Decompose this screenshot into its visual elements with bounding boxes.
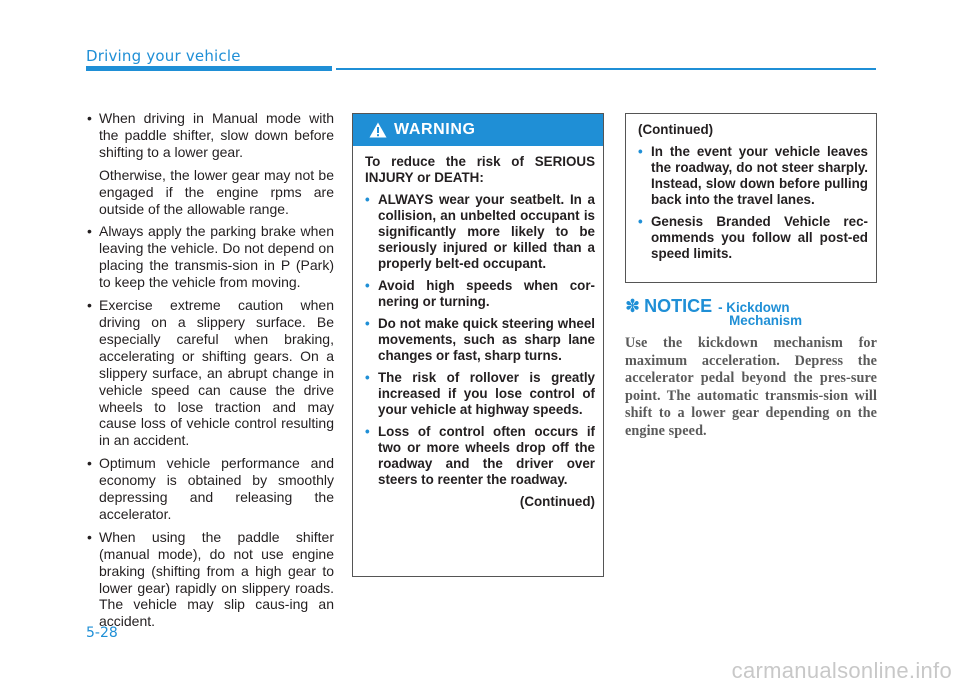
bullet: •	[87, 528, 92, 545]
warning-body	[353, 146, 603, 510]
list-item	[86, 297, 334, 449]
list-item-text: The risk of rollover is greatly increased if you lose control of your vehicle at highway speeds.	[378, 370, 595, 417]
list-item	[86, 455, 334, 523]
continued-warning-box	[625, 113, 877, 283]
list-item-text: When driving in Manual mode with the paddle shifter, slow down before shifting to a lower gear.	[99, 110, 334, 160]
list-item-text: Loss of control often occurs if two or more wheels drop off the roadway and the driver over steers to reenter the roadway.	[378, 424, 595, 487]
watermark: carmanualsonline.info	[731, 658, 952, 683]
continued-heading: (Continued)	[638, 122, 714, 137]
list-item	[365, 370, 595, 418]
page-number: 5-28	[86, 625, 118, 641]
warning-box	[352, 113, 604, 577]
continued-body	[626, 114, 876, 262]
warning-intro: To reduce the risk of SERIOUS INJURY or DEATH:	[365, 154, 595, 185]
list-item	[638, 214, 868, 262]
notice-subtitle-line: - Kickdown	[718, 300, 790, 315]
notice-label: NOTICE	[644, 296, 713, 316]
warning-triangle-icon	[369, 122, 387, 138]
list-item-text: Always apply the parking brake when leaving the vehicle. Do not depend on placing the transmis-sion in P (Park) to keep the vehicle from moving.	[99, 223, 334, 291]
bullet: •	[365, 424, 370, 439]
bullet: •	[365, 370, 370, 385]
warning-list	[365, 192, 595, 488]
notice-subtitle-line: Mechanism	[729, 313, 803, 328]
list-item	[365, 316, 595, 364]
notice-star-icon: ✽	[625, 296, 641, 316]
list-item-text: When using the paddle shifter (manual mode), do not use engine braking (shifting from a high gear to lower gear) rapidly on slippery roads. The vehicle may slip caus-ing an accident.	[99, 528, 334, 630]
notice-body: Use the kickdown mechanism for maximum acceleration. Depress the accelerator pedal beyond the pres-sure point. The automatic transmis-sion will shift to a lower gear depending on the engine speed.	[625, 335, 877, 439]
header-rule-thick	[86, 66, 332, 71]
list-item	[365, 424, 595, 488]
continued-label: (Continued)	[519, 494, 595, 509]
list-item	[638, 144, 868, 208]
list-item	[365, 192, 595, 272]
driving-tips-list	[86, 110, 334, 630]
notice-section	[625, 297, 877, 440]
list-item-text: ALWAYS wear your seatbelt. In a collision, an unbelted occupant is significantly more likely to be seriously injured or killed than a properly belt-ed occupant.	[378, 192, 595, 271]
section-title: Driving your vehicle	[86, 47, 241, 65]
left-column	[86, 110, 334, 636]
bullet: •	[638, 144, 643, 159]
bullet: •	[87, 455, 92, 472]
bullet: •	[365, 278, 370, 293]
bullet: •	[87, 297, 92, 314]
warning-header	[353, 114, 603, 146]
list-item-text: In the event your vehicle leaves the roadway, do not steer sharply. Instead, slow down before pulling back into the travel lanes.	[651, 144, 868, 207]
list-item-text: Do not make quick steering wheel movements, such as sharp lane changes or fast, sharp turns.	[378, 316, 595, 363]
list-item-text: Avoid high speeds when cor-nering or turning.	[378, 278, 595, 309]
list-item	[86, 223, 334, 291]
bullet: •	[87, 110, 92, 126]
bullet: •	[87, 223, 92, 240]
list-item-text: Genesis Branded Vehicle rec-ommends you follow all post-ed speed limits.	[651, 214, 868, 261]
header-rule-thin	[336, 68, 876, 70]
continued-list	[638, 144, 868, 262]
list-item-text: Otherwise, the lower gear may not be engaged if the engine rpms are outside of the allowable range.	[99, 166, 334, 217]
notice-subtitle	[718, 301, 802, 327]
warning-title: WARNING	[394, 121, 476, 138]
list-item	[365, 278, 595, 310]
bullet: •	[365, 192, 370, 207]
list-item	[86, 110, 334, 217]
list-item-text: Exercise extreme caution when driving on a slippery surface. Be especially careful when braking, accelerating or shifting gears. On a slippery surface, an abrupt change in vehicle speed can cause the drive wheels to lose traction and may cause loss of vehicle control resulting in an accident.	[99, 297, 334, 449]
list-item	[86, 529, 334, 630]
list-item-text: Optimum vehicle performance and economy is obtained by smoothly depressing and releasing the accelerator.	[99, 455, 334, 522]
notice-header	[625, 297, 877, 327]
bullet: •	[638, 214, 643, 229]
bullet: •	[365, 316, 370, 331]
